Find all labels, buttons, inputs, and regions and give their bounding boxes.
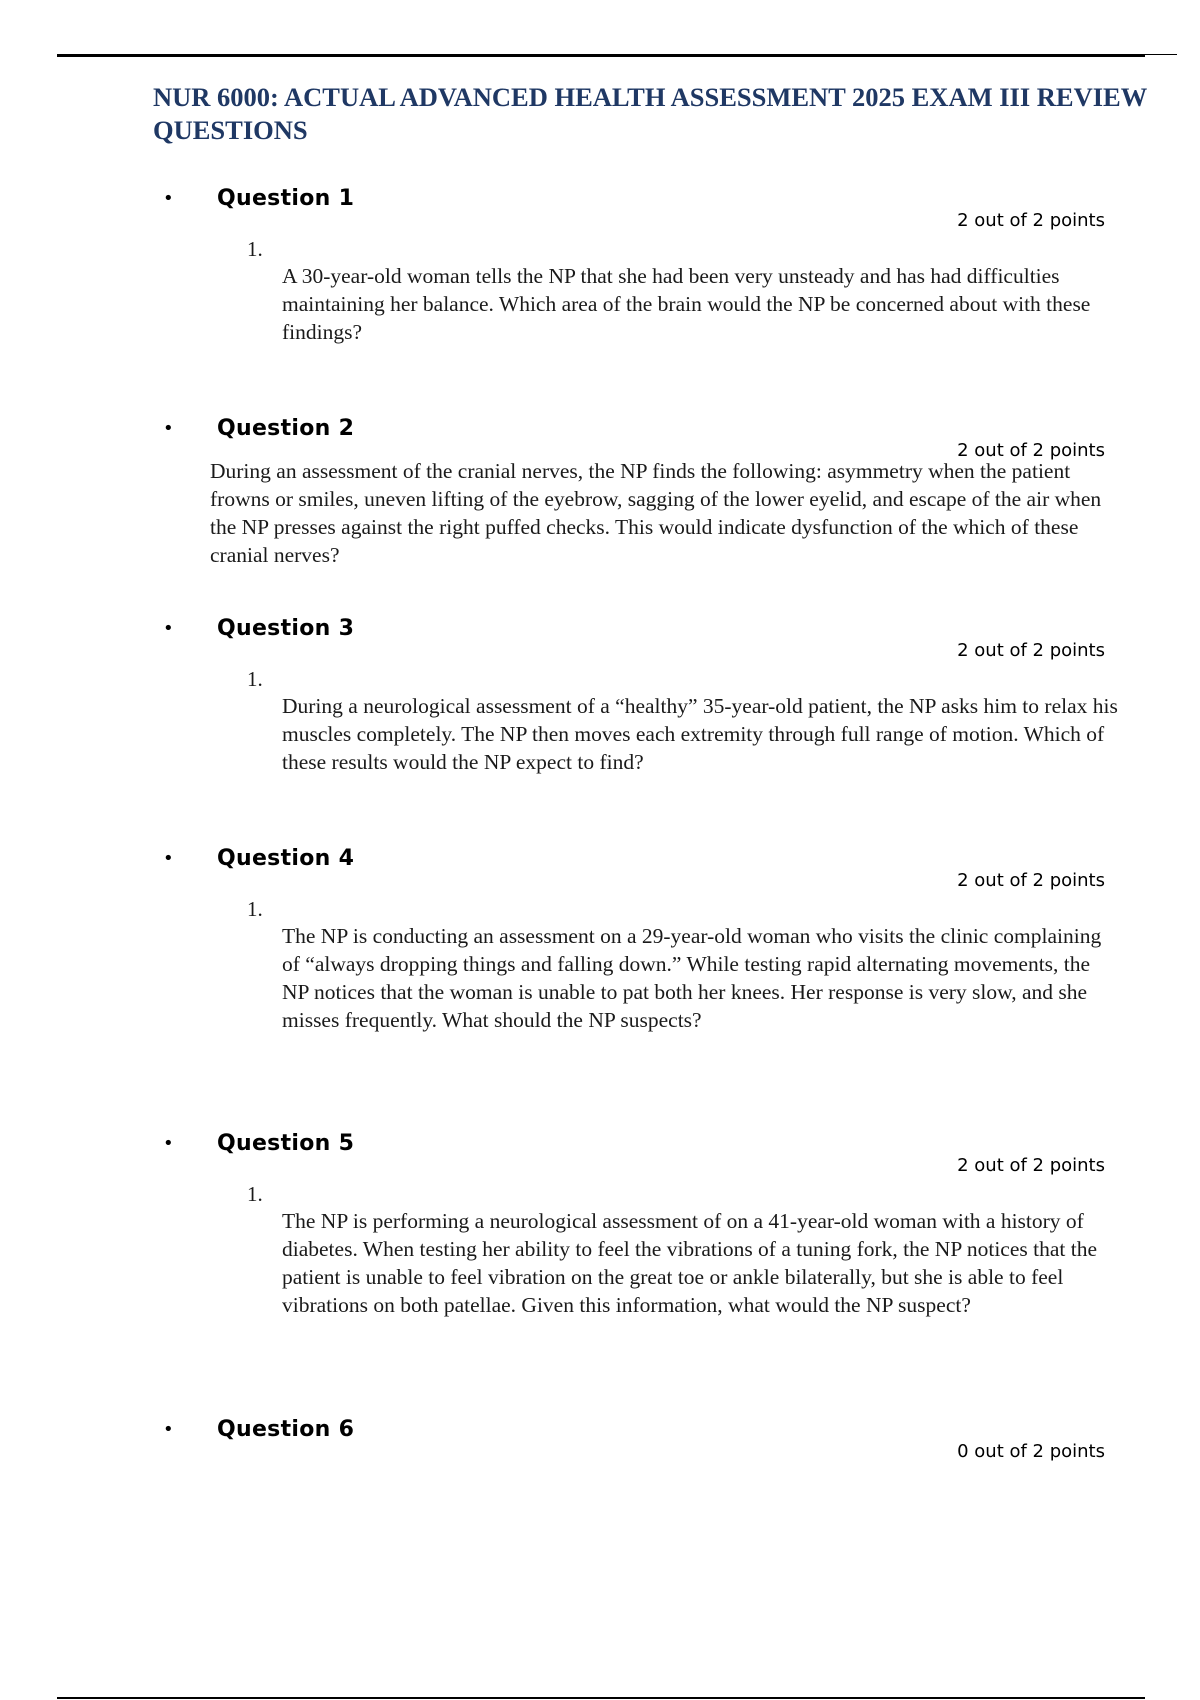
question-points: 0 out of 2 points — [957, 1441, 1105, 1462]
bullet-icon: • — [163, 418, 174, 439]
question-number: 1. — [247, 237, 263, 261]
document-title — [153, 81, 1200, 147]
question-number: 1. — [247, 1182, 263, 1206]
question-heading: Question 6 — [217, 1417, 355, 1442]
document-title-line-2: QUESTIONS — [153, 115, 308, 145]
question-number: 1. — [247, 667, 263, 691]
top-rule — [57, 54, 1145, 57]
document-title-line-1: NUR 6000: ACTUAL ADVANCED HEALTH ASSESSMENT 2025 EXAM III REVIEW — [153, 82, 1148, 112]
question-text: The NP is performing a neurological assessment of on a 41-year-old woman with a history of diabetes. When testing her ability to feel the vibrations of a tuning fork, the NP notices that the patient is unable to feel vibration on the great toe or ankle bilaterally, but she is able to feel vibrations on both patellae. Given this information, what would the NP suspect? — [282, 1209, 1098, 1317]
question-heading: Question 4 — [217, 846, 355, 871]
bullet-icon: • — [163, 1419, 174, 1440]
bottom-rule — [57, 1697, 1145, 1699]
question-heading: Question 2 — [217, 416, 355, 441]
top-rule-extension — [1145, 54, 1177, 55]
question-points: 2 out of 2 points — [957, 870, 1105, 891]
question-text: A 30-year-old woman tells the NP that she had been very unsteady and has had difficulties maintaining her balance. Which area of the brain would the NP be concerned about with these findings? — [282, 264, 1091, 344]
question-number: 1. — [247, 897, 263, 921]
question-points: 2 out of 2 points — [957, 210, 1105, 231]
question-heading: Question 1 — [217, 186, 355, 211]
question-text: The NP is conducting an assessment on a 29-year-old woman who visits the clinic complaining of “always dropping things and falling down.” While testing rapid alternating movements, the NP notices that the woman is unable to pat both her knees. Her response is very slow, and she misses frequently. What should the NP suspects? — [282, 924, 1102, 1032]
bullet-icon: • — [163, 188, 174, 209]
bullet-icon: • — [163, 1133, 174, 1154]
question-points: 2 out of 2 points — [957, 440, 1105, 461]
bullet-icon: • — [163, 618, 174, 639]
question-heading: Question 3 — [217, 616, 355, 641]
question-heading: Question 5 — [217, 1131, 355, 1156]
question-text: During an assessment of the cranial nerves, the NP finds the following: asymmetry when the patient frowns or smiles, uneven lifting of the eyebrow, sagging of the lower eyelid, and escape of the air when the NP presses against the right puffed checks. This would indicate dysfunction of the which of these cranial nerves? — [210, 459, 1102, 567]
question-points: 2 out of 2 points — [957, 640, 1105, 661]
bullet-icon: • — [163, 848, 174, 869]
question-text: During a neurological assessment of a “healthy” 35-year-old patient, the NP asks him to relax his muscles completely. The NP then moves each extremity through full range of motion. Which of these results would the NP expect to find? — [282, 694, 1118, 774]
question-points: 2 out of 2 points — [957, 1155, 1105, 1176]
